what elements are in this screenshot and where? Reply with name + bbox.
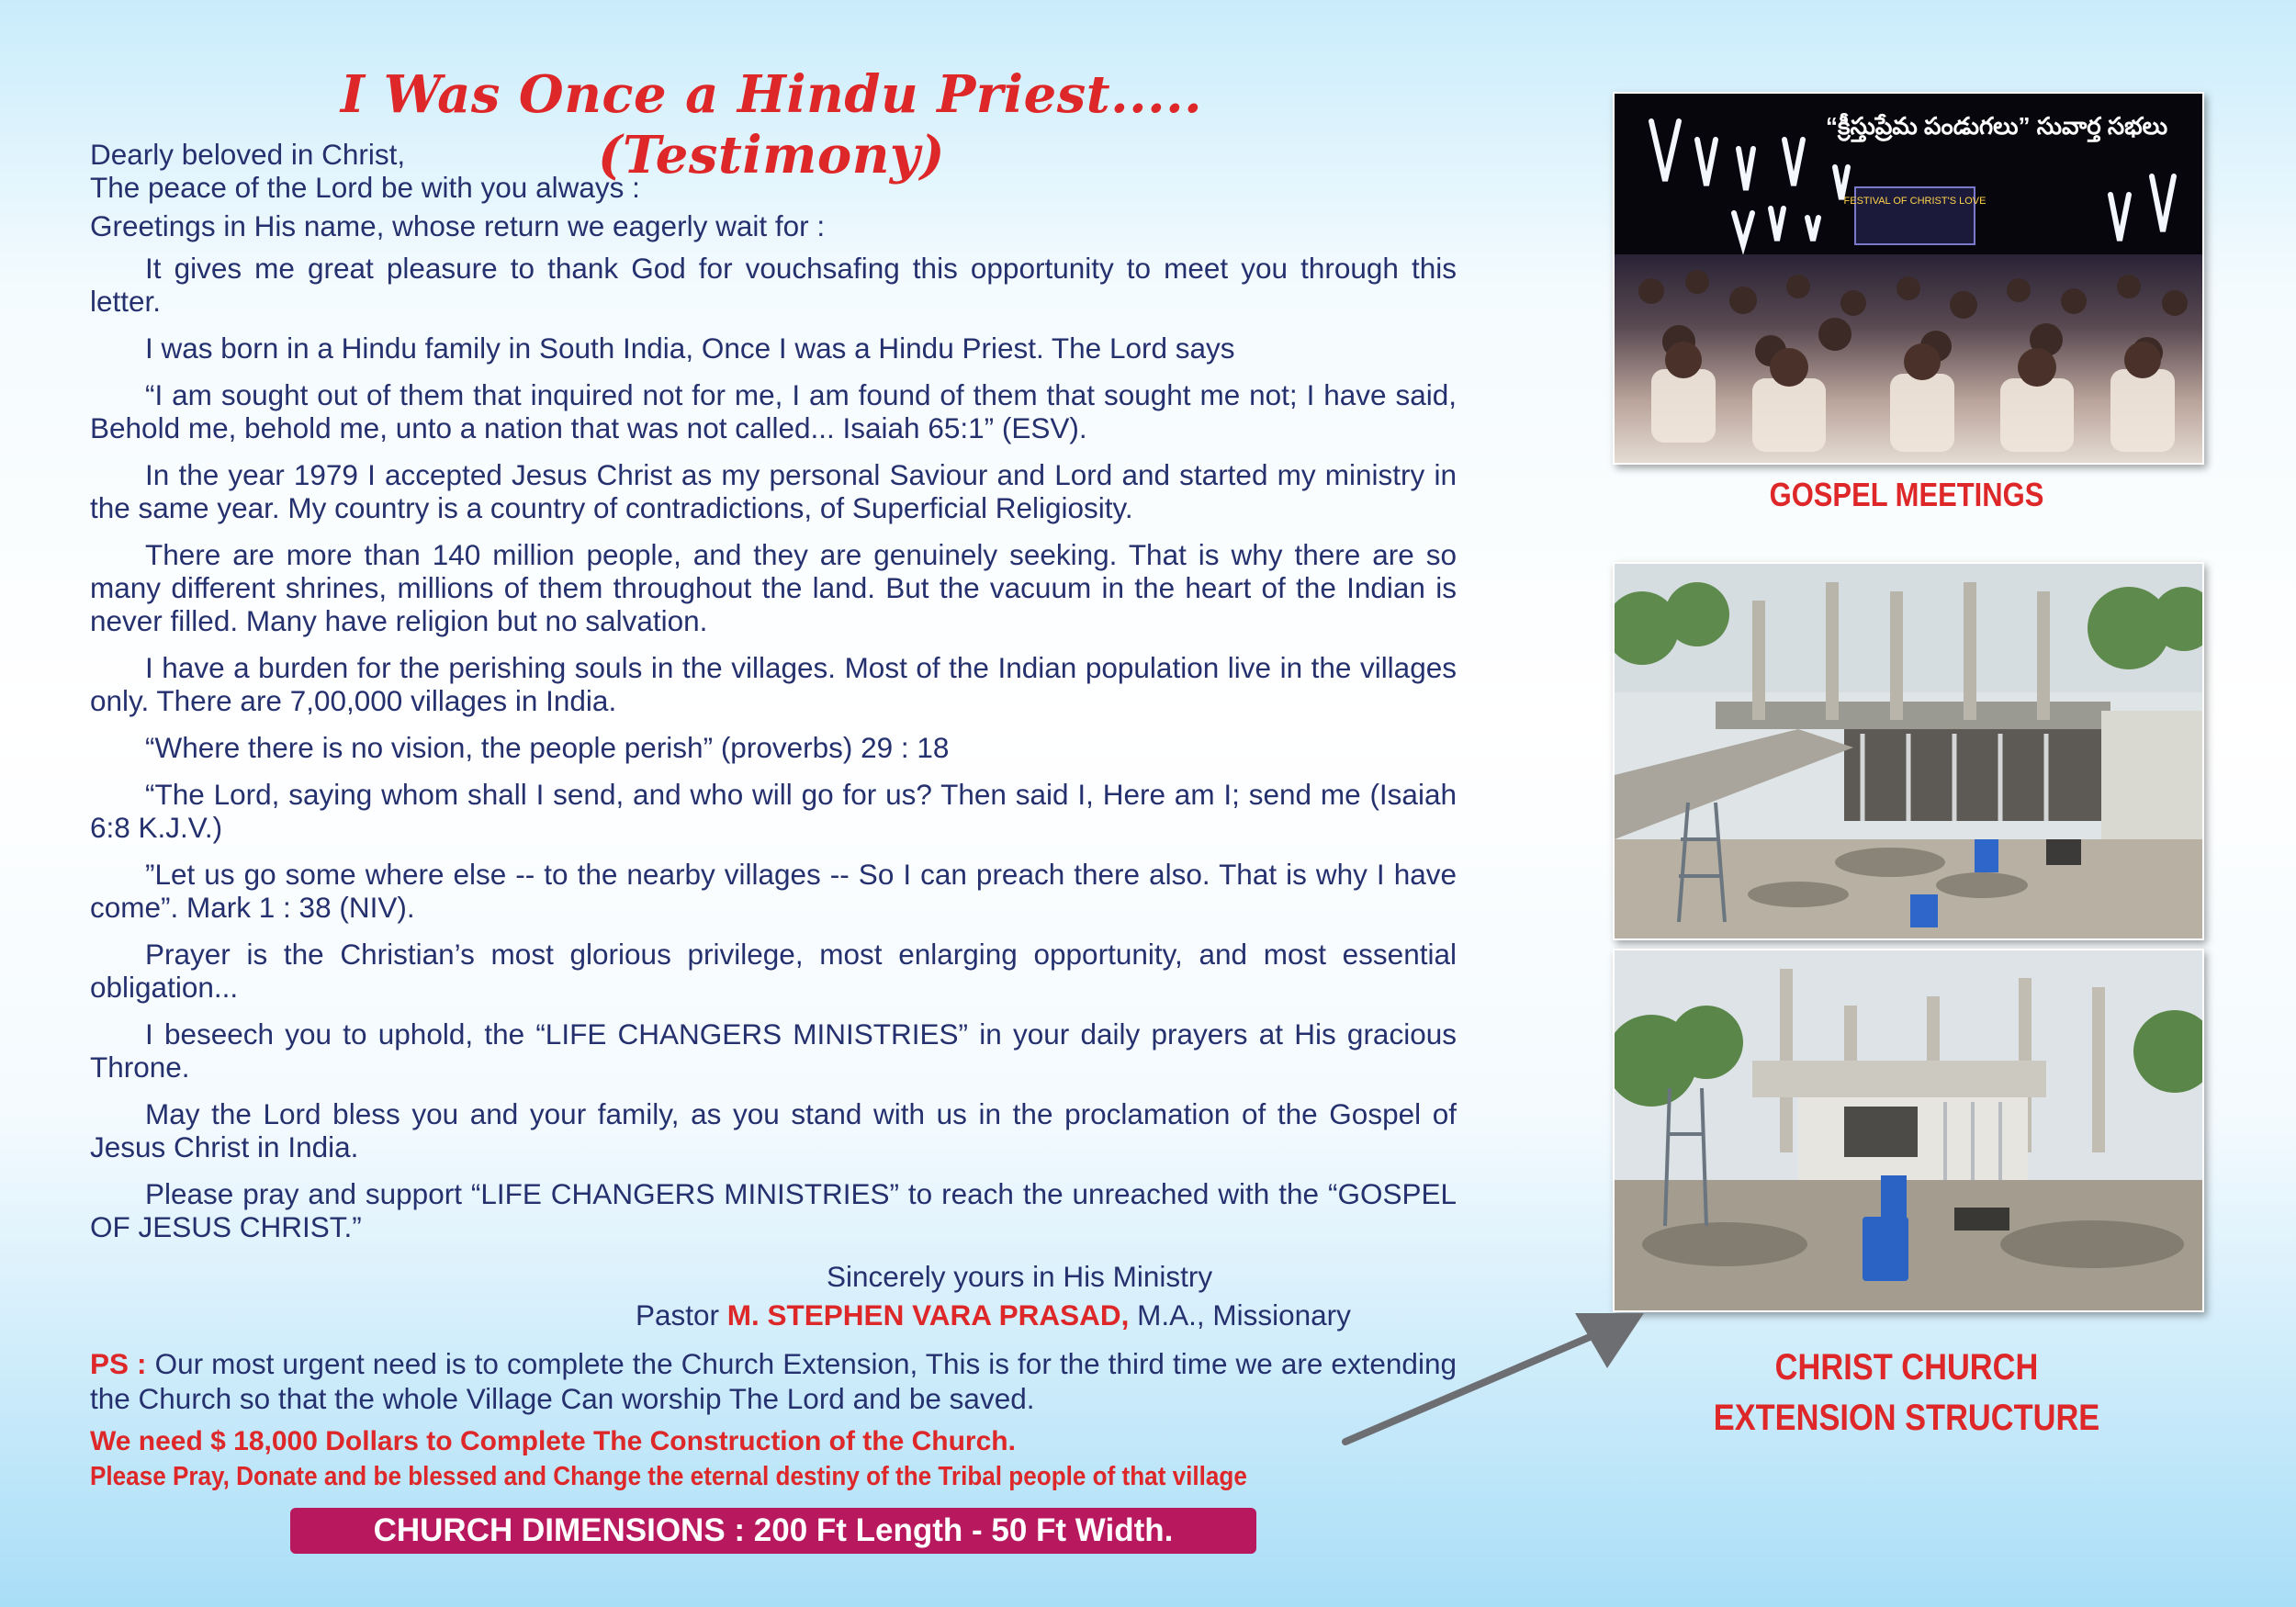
letter-paragraph: I was born in a Hindu family in South India, Once I was a Hindu Priest. The Lord says [145, 332, 1235, 365]
gospel-meetings-caption: GOSPEL MEETINGS [1769, 476, 2044, 513]
postscript-text: Our most urgent need is to complete the Church Extension, This is for the third time we are extending the Church so that the whole Village Can worship The Lord and be saved. [90, 1347, 1457, 1415]
salutation-line: Dearly beloved in Christ, [90, 138, 406, 171]
banner-text: FESTIVAL OF CHRIST'S LOVE [1843, 196, 1986, 207]
church-construction-photo-1 [1613, 562, 2204, 940]
salutation-line: The peace of the Lord be with you always : [90, 171, 640, 204]
letter-paragraph: In the year 1979 I accepted Jesus Christ as my personal Saviour and Lord and started my ministry in the same year. My country is a country of contradictions, of Superficial Religiosity. [90, 458, 1457, 524]
letter-paragraph: “The Lord, saying whom shall I send, and who will go for us? Then said I, Here am I; send me (Isaiah 6:8 K.J.V.) [90, 778, 1457, 844]
church-dimensions-banner: CHURCH DIMENSIONS : 200 Ft Length - 50 Ft Width. [290, 1508, 1256, 1554]
letter-paragraph: “Where there is no vision, the people perish” (proverbs) 29 : 18 [145, 731, 950, 764]
church-construction-photo-2 [1613, 949, 2204, 1312]
postscript-label: PS : [90, 1347, 147, 1380]
letter-paragraph: There are more than 140 million people, and they are genuinely seeking. That is why there are so many different shrines, millions of them throughout the land. But the vacuum in the heart of the Indian is never filled. Many have religion but no salvation. [90, 538, 1457, 637]
salutation-line: Greetings in His name, whose return we eagerly wait for : [90, 209, 826, 242]
letter-paragraph: Please pray and support “LIFE CHANGERS MINISTRIES” to reach the unreached with the “GOSPEL OF JESUS CHRIST.” [90, 1177, 1457, 1243]
letter-paragraph: “I am sought out of them that inquired not for me, I am found of them that sought me not; I have said, Behold me, behold me, unto a nation that was not called... Isaiah 65:1” (ESV). [90, 378, 1457, 444]
pointer-arrow-icon [1341, 1304, 1653, 1451]
signature-prefix: Pastor [636, 1298, 727, 1332]
letter-paragraph: May the Lord bless you and your family, as you stand with us in the proclamation of the Gospel of Jesus Christ in India. [90, 1097, 1457, 1163]
postscript [90, 1346, 1457, 1416]
caption-line: CHRIST CHURCH [1774, 1347, 2039, 1388]
letter-paragraph: ”Let us go some where else -- to the nearby villages -- So I can preach there also. That is why I have come”. Mark 1 : 38 (NIV). [90, 858, 1457, 924]
letter-paragraph: Prayer is the Christian’s most glorious privilege, most enlarging opportunity, and most essential obligation... [90, 938, 1457, 1004]
donation-appeal: Please Pray, Donate and be blessed and Change the eternal destiny of the Tribal people of that village [90, 1462, 1247, 1491]
gospel-meeting-photo [1613, 92, 2204, 465]
signature-name: M. STEPHEN VARA PRASAD, [726, 1298, 1130, 1332]
funding-need: We need $ 18,000 Dollars to Complete The Construction of the Church. [90, 1426, 1016, 1456]
letter-paragraph: I have a burden for the perishing souls in the villages. Most of the Indian population live in the villages only. There are 7,00,000 villages in India. [90, 651, 1457, 717]
gospel-meeting-telugu-heading: “క్రీస్తుప్రేమ పండుగలు” సువార్త సభలు [1826, 112, 2168, 140]
testimony-letter [90, 138, 1457, 1257]
page-title: I Was Once a Hindu Priest..... (Testimony) [340, 64, 1203, 185]
church-extension-caption [1654, 1343, 2159, 1444]
signature-line [636, 1298, 1351, 1332]
letter-paragraph: I beseech you to uphold, the “LIFE CHANGERS MINISTRIES” in your daily prayers at His gracious Throne. [90, 1017, 1457, 1084]
letter-paragraph: It gives me great pleasure to thank God for vouchsafing this opportunity to meet you through this letter. [90, 252, 1457, 318]
caption-line: EXTENSION STRUCTURE [1713, 1398, 2100, 1438]
signature-suffix: M.A., Missionary [1129, 1298, 1351, 1332]
signature-closing: Sincerely yours in His Ministry [827, 1260, 1213, 1293]
